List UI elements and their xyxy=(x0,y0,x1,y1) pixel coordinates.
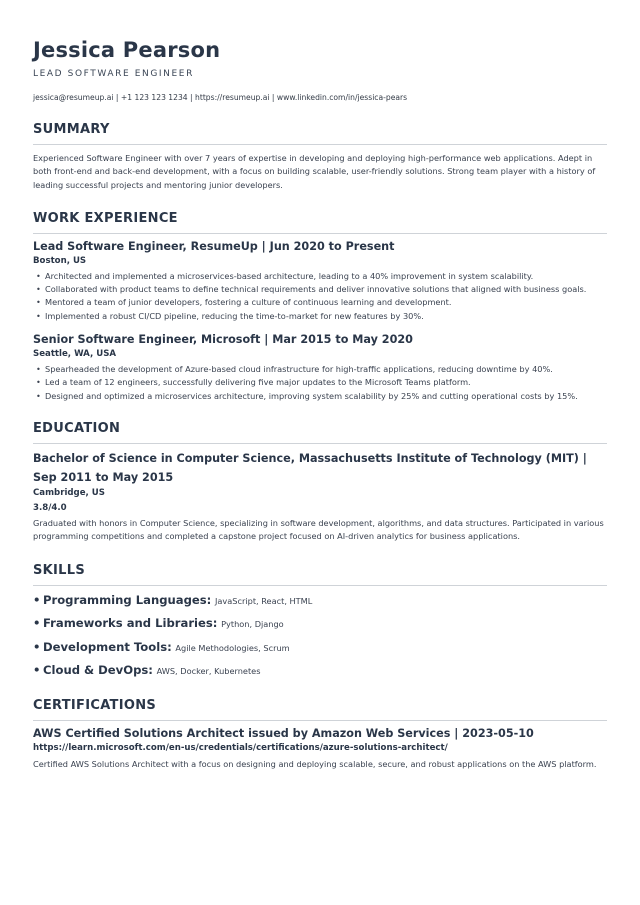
certifications-section xyxy=(33,698,607,771)
skills-heading: SKILLS xyxy=(33,562,86,578)
section-divider xyxy=(33,443,607,444)
experience-section xyxy=(33,211,607,403)
summary-heading: SUMMARY xyxy=(33,122,110,137)
certification-url[interactable]: https://learn.microsoft.com/en-us/credentials/certifications/azure-solutions-architect/ xyxy=(33,743,448,754)
degree-title: Bachelor of Science in Computer Science, Massachusetts Institute of Technology (MIT) | Sep 2011 to May 2015 xyxy=(33,451,587,484)
skills-list xyxy=(33,592,607,680)
job-bullet: • Led a team of 12 engineers, successfully delivering five major updates to the Microsoft Teams platform. xyxy=(45,376,607,389)
skills-section xyxy=(33,563,607,680)
summary-section xyxy=(33,122,607,192)
job-bullet: • Spearheaded the development of Azure-based cloud infrastructure for high-traffic applications, reducing downtime by 40%. xyxy=(45,363,607,376)
skill-values: JavaScript, React, HTML xyxy=(214,595,313,606)
certification-name: AWS Certified Solutions Architect issued by Amazon Web Services | 2023-05-10 xyxy=(33,727,534,741)
job-entry xyxy=(33,332,607,403)
skill-values: AWS, Docker, Kubernetes xyxy=(156,666,261,677)
job-bullet: • Mentored a team of junior developers, fostering a culture of continuous learning and development. xyxy=(45,296,607,309)
education-text: Graduated with honors in Computer Science, specializing in software development, algorithms, and data structures. Participated in various programming competitions and completed a capstone project focused on AI-driven analytics for business applications. xyxy=(33,517,604,542)
skill-item xyxy=(33,639,607,656)
job-entry xyxy=(33,239,607,323)
skill-item xyxy=(33,615,607,632)
candidate-role: LEAD SOFTWARE ENGINEER xyxy=(33,69,194,79)
skill-category: Cloud & DevOps: xyxy=(43,663,153,678)
job-location: Seattle, WA, USA xyxy=(33,349,117,360)
gpa: 3.8/4.0 xyxy=(33,502,67,513)
skill-values: Python, Django xyxy=(221,619,284,630)
certifications-heading: CERTIFICATIONS xyxy=(33,698,157,714)
section-divider xyxy=(33,233,607,234)
job-bullet: • Implemented a robust CI/CD pipeline, reducing the time-to-market for new features by 30%. xyxy=(45,310,607,323)
job-bullets xyxy=(33,363,607,403)
summary-text: Experienced Software Engineer with over 7 years of expertise in developing and deploying high-performance web applications. Adept in both front-end and back-end development, with a focus on building scalable, user-friendly solutions. Strong team player with a history of leading successful projects and mentoring junior developers. xyxy=(33,153,596,190)
candidate-name: Jessica Pearson xyxy=(33,38,221,62)
education-heading: EDUCATION xyxy=(33,420,121,436)
contact-line: jessica@resumeup.ai | +1 123 123 1234 | https://resumeup.ai | www.linkedin.com/in/jessica-pears xyxy=(33,93,408,102)
skill-item xyxy=(33,592,607,609)
skill-category: Development Tools: xyxy=(43,639,172,654)
certification-text: Certified AWS Solutions Architect with a focus on designing and deploying scalable, secure, and robust applications on the AWS platform. xyxy=(33,759,597,770)
section-divider xyxy=(33,720,607,721)
job-bullet: • Collaborated with product teams to define technical requirements and deliver innovative solutions that aligned with business goals. xyxy=(45,283,607,296)
skill-category: Programming Languages: xyxy=(43,592,212,607)
skill-item xyxy=(33,662,607,679)
job-title: Lead Software Engineer, ResumeUp | Jun 2020 to Present xyxy=(33,239,395,253)
job-location: Boston, US xyxy=(33,255,87,266)
school-location: Cambridge, US xyxy=(33,487,105,498)
experience-heading: WORK EXPERIENCE xyxy=(33,210,178,226)
skill-values: Agile Methodologies, Scrum xyxy=(175,642,290,653)
job-bullet: • Architected and implemented a microservices-based architecture, leading to a 40% improvement in system scalability. xyxy=(45,270,607,283)
section-divider xyxy=(33,585,607,586)
resume-header xyxy=(33,38,607,103)
section-divider xyxy=(33,144,607,145)
job-bullet: • Designed and optimized a microservices architecture, improving system scalability by 25% and cutting operational costs by 15%. xyxy=(45,390,607,403)
job-title: Senior Software Engineer, Microsoft | Mar 2015 to May 2020 xyxy=(33,333,413,347)
job-bullets xyxy=(33,270,607,323)
skill-category: Frameworks and Libraries: xyxy=(43,616,218,631)
education-section xyxy=(33,421,607,544)
